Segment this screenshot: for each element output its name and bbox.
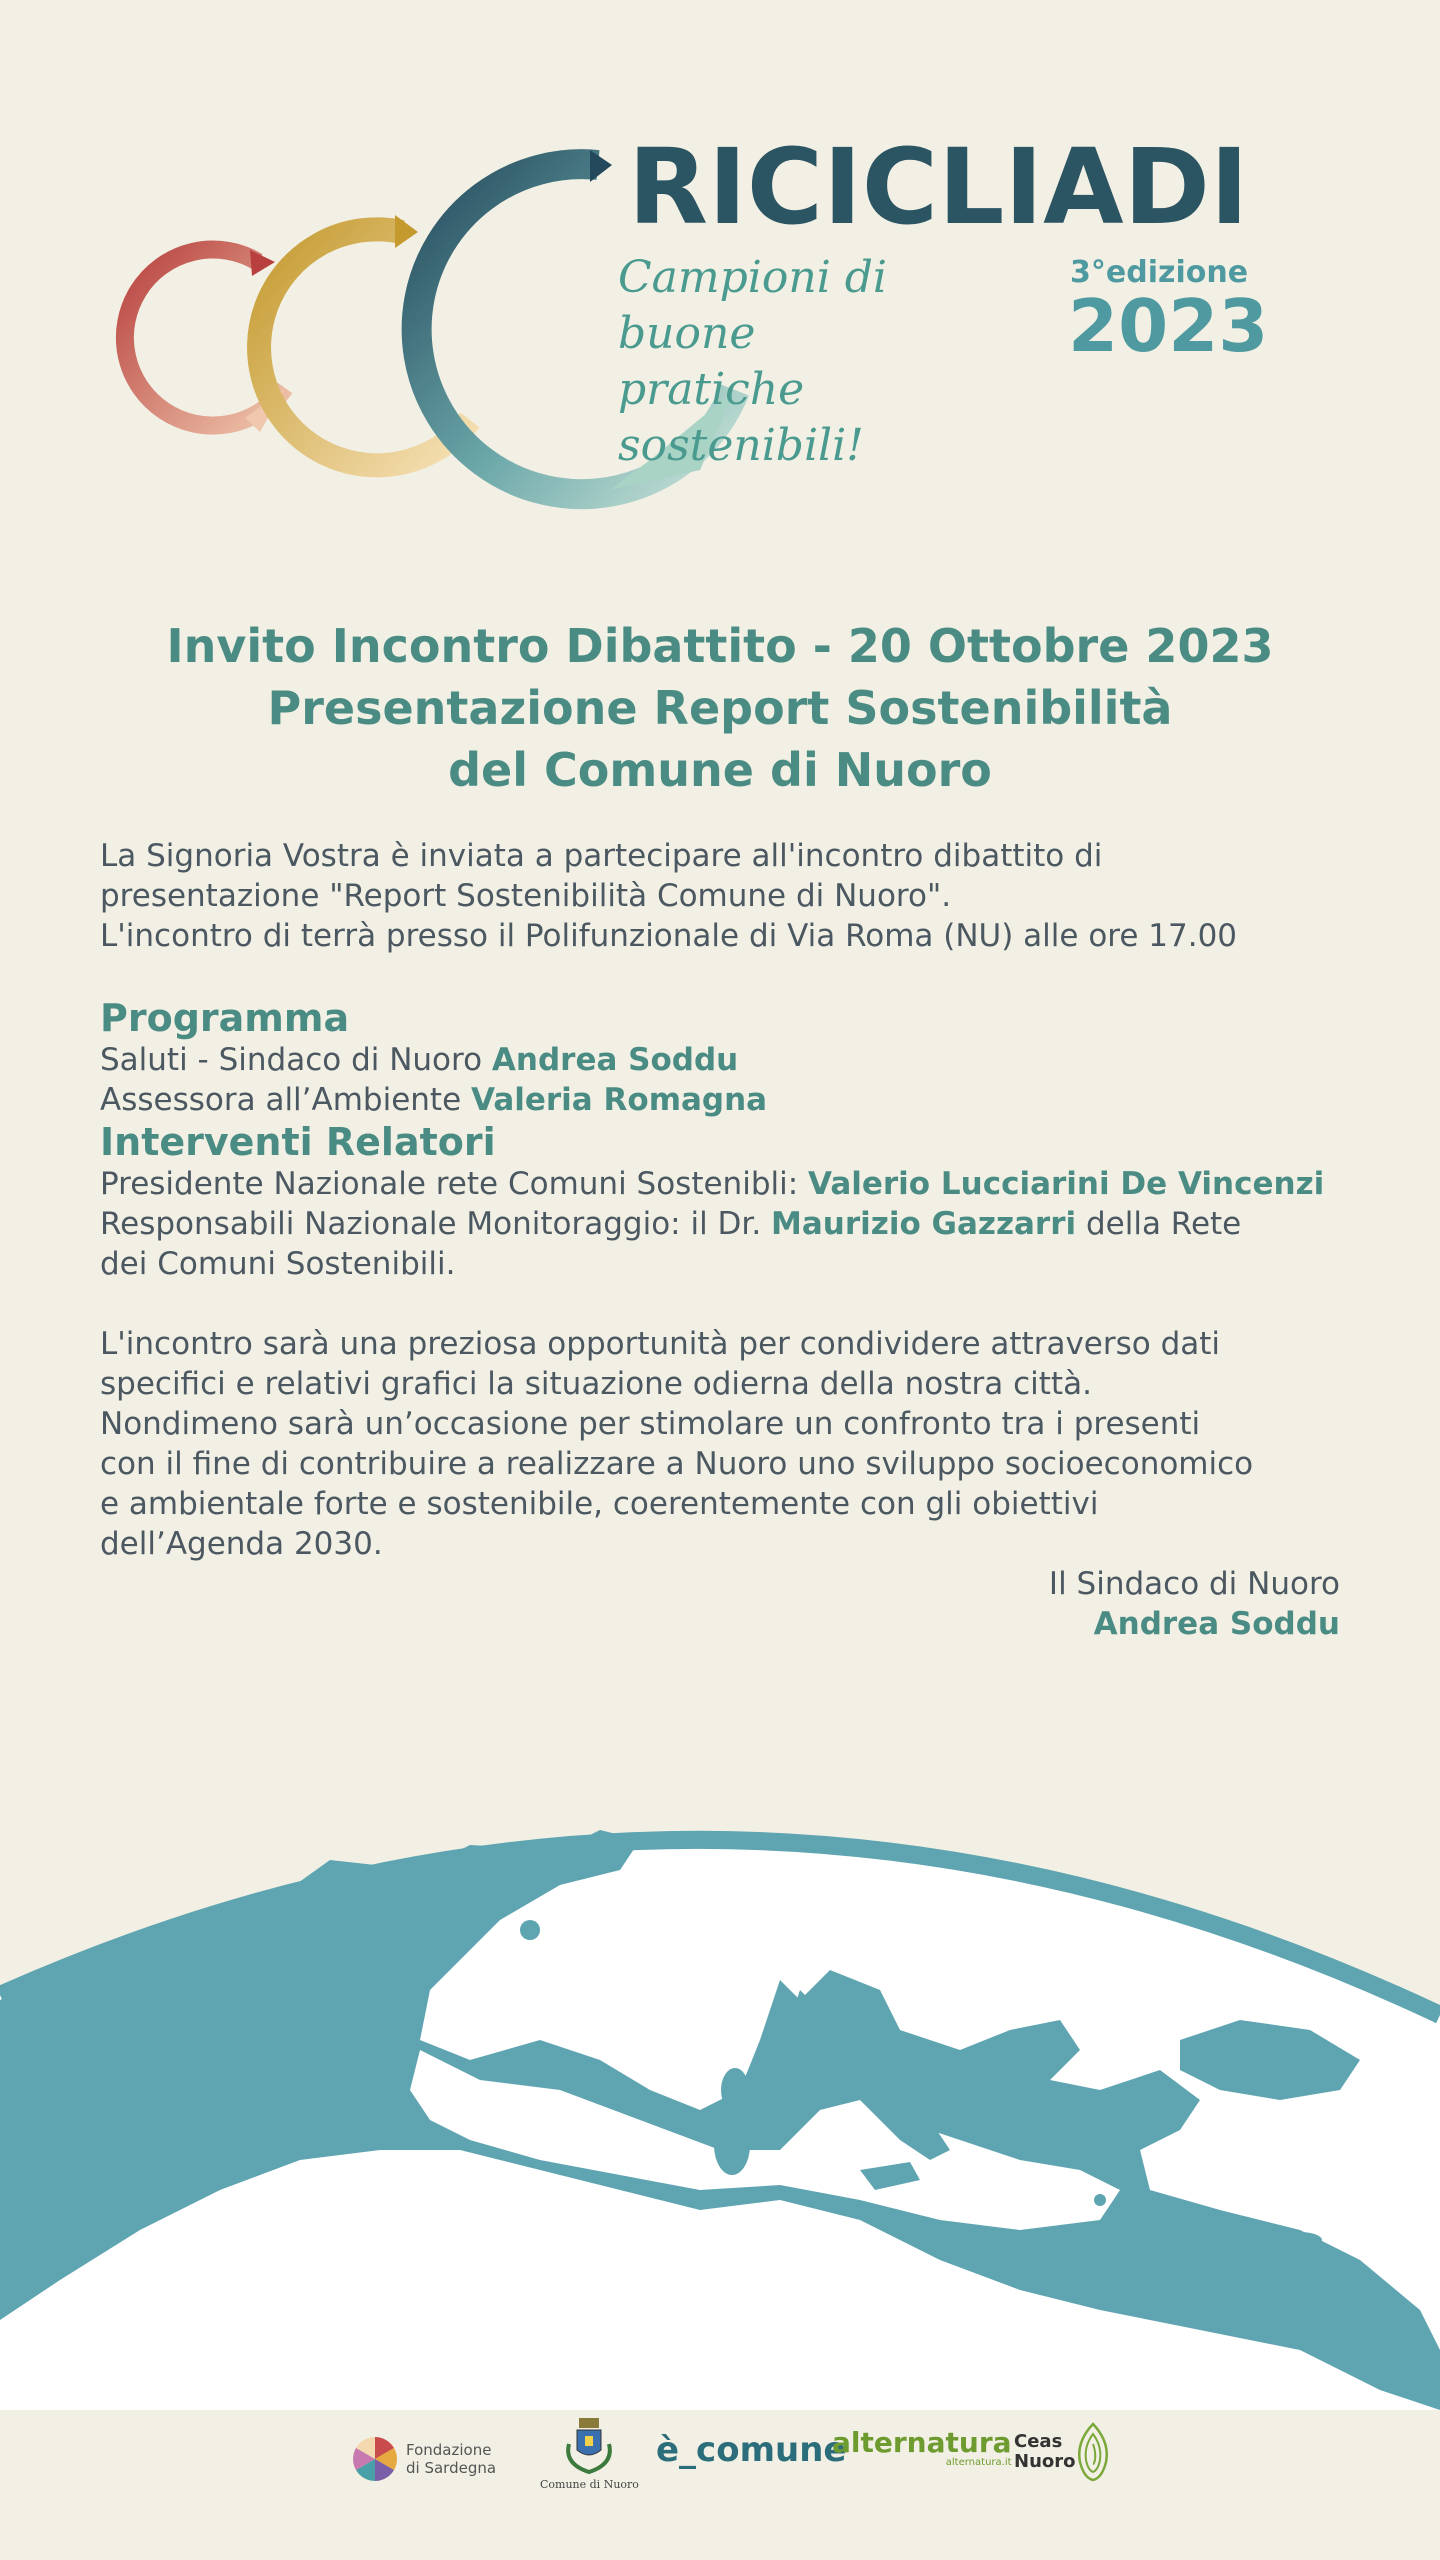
interventi-item-2-suffix: della Rete: [1076, 1206, 1242, 1242]
tagline-line-2: pratiche sostenibili!: [618, 364, 864, 471]
interventi-item-1: [100, 1164, 1350, 1204]
brand-tagline: [618, 250, 1038, 474]
programma-item-2-name: Valeria Romagna: [471, 1082, 768, 1118]
programma-item-1: [100, 1040, 1350, 1080]
interventi-item-2-role: Responsabili Nazionale Monitoraggio: il Dr.: [100, 1206, 772, 1242]
page-title: [100, 615, 1340, 801]
programma-heading: Programma: [100, 996, 350, 1040]
programma-item-2-role: Assessora all’Ambiente: [100, 1082, 472, 1118]
intro-line-2: presentazione "Report Sostenibilità Comune di Nuoro".: [100, 878, 952, 914]
ceas-line-2: Nuoro: [1014, 2451, 1076, 2472]
coat-of-arms-icon: [559, 2414, 619, 2476]
interventi-item-2-line-2: dei Comuni Sostenibili.: [100, 1246, 456, 1282]
fondazione-line-2: di Sardegna: [406, 2459, 497, 2477]
signature-role: Il Sindaco di Nuoro: [1048, 1566, 1340, 1602]
fingerprint-leaf-icon: [1076, 2422, 1110, 2482]
alternatura-sub: alternatura.it: [945, 2457, 1012, 2468]
title-line-1: Invito Incontro Dibattito - 20 Ottobre 2023: [166, 619, 1274, 673]
invitation-body: [100, 836, 1350, 1644]
fondazione-line-1: Fondazione: [406, 2441, 492, 2459]
fondazione-label: [406, 2441, 496, 2477]
signature-name: Andrea Soddu: [1093, 1606, 1340, 1642]
brand-title: RICICLIADI: [628, 126, 1249, 248]
intro-line-1: La Signoria Vostra è inviata a partecipare all'incontro dibattito di: [100, 838, 1103, 874]
programma-item-2: [100, 1080, 1350, 1120]
ecomune-label: è_comune: [656, 2430, 847, 2470]
sponsor-footer: [0, 2400, 1440, 2520]
interventi-item-2: [100, 1204, 1350, 1244]
ceas-label: [1014, 2432, 1076, 2472]
interventi-heading: Interventi Relatori: [100, 1120, 496, 1164]
programma-item-1-name: Andrea Soddu: [491, 1042, 739, 1078]
title-line-3: del Comune di Nuoro: [448, 743, 992, 797]
alternatura-label: alternatura: [832, 2426, 1012, 2459]
comune-label: Comune di Nuoro: [540, 2478, 639, 2491]
closing-line-3: Nondimeno sarà un’occasione per stimolare un confronto tra i presenti: [100, 1406, 1201, 1442]
intro-line-3: L'incontro di terrà presso il Polifunzionale di Via Roma (NU) alle ore 17.00: [100, 918, 1238, 954]
sponsor-comune-nuoro[interactable]: [540, 2414, 639, 2491]
ceas-line-1: Ceas: [1014, 2431, 1063, 2452]
programma-item-1-role: Saluti - Sindaco di Nuoro: [100, 1042, 492, 1078]
sponsor-ceas-nuoro[interactable]: [1014, 2422, 1110, 2482]
interventi-item-1-name: Valerio Lucciarini De Vincenzi: [808, 1166, 1325, 1202]
fondazione-pinwheel-icon: [352, 2436, 398, 2482]
sponsor-fondazione[interactable]: [352, 2436, 496, 2482]
signature: [100, 1564, 1340, 1644]
tagline-line-1: Campioni di buone: [618, 252, 887, 359]
closing-line-5: e ambientale forte e sostenibile, coerentemente con gli obiettivi: [100, 1486, 1099, 1522]
sponsor-e-comune[interactable]: [656, 2430, 846, 2470]
sponsor-alternatura[interactable]: [832, 2426, 1012, 2468]
interventi-item-1-role: Presidente Nazionale rete Comuni Sostenibli:: [100, 1166, 809, 1202]
closing-line-6: dell’Agenda 2030.: [100, 1526, 383, 1562]
interventi-item-2-name: Maurizio Gazzarri: [771, 1206, 1077, 1242]
closing-line-1: L'incontro sarà una preziosa opportunità per condividere attraverso dati: [100, 1326, 1221, 1362]
closing-line-4: con il fine di contribuire a realizzare a Nuoro uno sviluppo socioeconomico: [100, 1446, 1254, 1482]
closing-line-2: specifici e relativi grafici la situazione odierna della nostra città.: [100, 1366, 1092, 1402]
edition-year: 2023: [1068, 284, 1269, 368]
edition-label: 3°edizione: [1070, 255, 1249, 290]
title-line-2: Presentazione Report Sostenibilità: [267, 681, 1173, 735]
mediterranean-map-illustration: [0, 1790, 1440, 2410]
